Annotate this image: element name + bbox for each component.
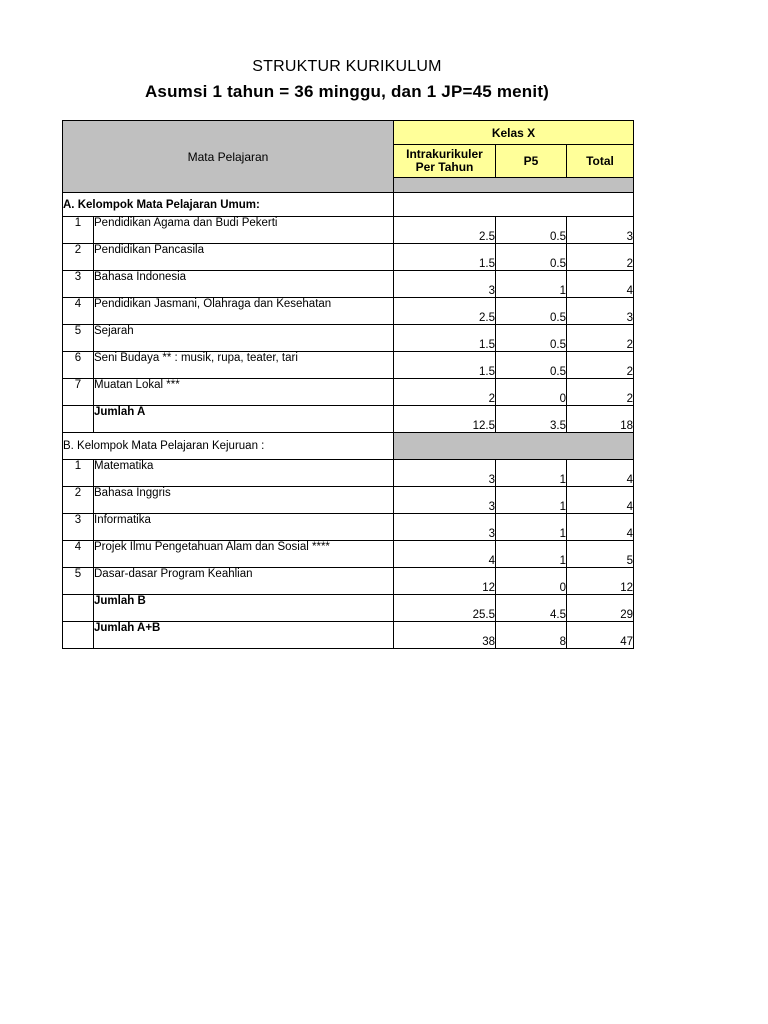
p5-value: 0.5 xyxy=(496,217,567,244)
row-number: 3 xyxy=(63,271,94,298)
table-row xyxy=(63,514,634,541)
table-row xyxy=(63,622,634,649)
row-number: 7 xyxy=(63,379,94,406)
subject-name: Muatan Lokal *** xyxy=(94,379,394,406)
total-value: 4 xyxy=(567,487,634,514)
p5-value: 1 xyxy=(496,460,567,487)
subject-name: Sejarah xyxy=(94,325,394,352)
grand-total: 47 xyxy=(567,622,634,649)
intrakurikuler-value: 12 xyxy=(394,568,496,595)
table-row xyxy=(63,406,634,433)
row-number: 5 xyxy=(63,325,94,352)
row-number: 2 xyxy=(63,244,94,271)
total-value: 2 xyxy=(567,325,634,352)
subject-name: Dasar-dasar Program Keahlian xyxy=(94,568,394,595)
total-value: 5 xyxy=(567,541,634,568)
subject-name: Seni Budaya ** : musik, rupa, teater, tari xyxy=(94,352,394,379)
subject-name: Pendidikan Jasmani, Olahraga dan Kesehatan xyxy=(94,298,394,325)
total-value: 4 xyxy=(567,514,634,541)
total-value: 4 xyxy=(567,460,634,487)
subject-name: Pendidikan Agama dan Budi Pekerti xyxy=(94,217,394,244)
group-b-label: B. Kelompok Mata Pelajaran Kejuruan : xyxy=(63,433,394,460)
curriculum-table xyxy=(62,120,634,649)
group-a-blank xyxy=(394,193,634,217)
sum-label: Jumlah B xyxy=(94,595,394,622)
document-subtitle: Asumsi 1 tahun = 36 minggu, dan 1 JP=45 menit) xyxy=(144,82,550,101)
header-p5: P5 xyxy=(496,145,567,178)
row-number: 4 xyxy=(63,298,94,325)
intrakurikuler-value: 3 xyxy=(394,487,496,514)
row-number: 4 xyxy=(63,541,94,568)
row-number: 3 xyxy=(63,514,94,541)
intrakurikuler-value: 1.5 xyxy=(394,244,496,271)
sum-p5: 4.5 xyxy=(496,595,567,622)
total-value: 3 xyxy=(567,298,634,325)
subject-name: Matematika xyxy=(94,460,394,487)
grand-p5: 8 xyxy=(496,622,567,649)
intrakurikuler-value: 3 xyxy=(394,271,496,298)
p5-value: 0 xyxy=(496,379,567,406)
p5-value: 0.5 xyxy=(496,244,567,271)
intrakurikuler-value: 1.5 xyxy=(394,352,496,379)
subject-name: Bahasa Indonesia xyxy=(94,271,394,298)
total-value: 3 xyxy=(567,217,634,244)
total-value: 12 xyxy=(567,568,634,595)
header-kelas: Kelas X xyxy=(394,121,634,145)
intrakurikuler-value: 1.5 xyxy=(394,325,496,352)
sum-total: 18 xyxy=(567,406,634,433)
table-row xyxy=(63,568,634,595)
p5-value: 0 xyxy=(496,568,567,595)
p5-value: 1 xyxy=(496,514,567,541)
sum-intrakurikuler: 12.5 xyxy=(394,406,496,433)
p5-value: 0.5 xyxy=(496,325,567,352)
table-row xyxy=(63,352,634,379)
total-value: 2 xyxy=(567,352,634,379)
table-row xyxy=(63,271,634,298)
row-number: 1 xyxy=(63,460,94,487)
total-value: 2 xyxy=(567,379,634,406)
header-subject: Mata Pelajaran xyxy=(63,121,394,193)
intrakurikuler-value: 3 xyxy=(394,460,496,487)
sum-spacer xyxy=(63,595,94,622)
table-row xyxy=(63,541,634,568)
subject-name: Pendidikan Pancasila xyxy=(94,244,394,271)
table-row xyxy=(63,379,634,406)
p5-value: 1 xyxy=(496,541,567,568)
intrakurikuler-value: 3 xyxy=(394,514,496,541)
intrakurikuler-value: 2.5 xyxy=(394,217,496,244)
grand-intrakurikuler: 38 xyxy=(394,622,496,649)
row-number: 2 xyxy=(63,487,94,514)
p5-value: 1 xyxy=(496,271,567,298)
group-b-gray-band xyxy=(394,433,634,460)
p5-value: 0.5 xyxy=(496,298,567,325)
row-number: 5 xyxy=(63,568,94,595)
header-total: Total xyxy=(567,145,634,178)
table-row xyxy=(63,595,634,622)
table-row xyxy=(63,460,634,487)
header-gray-band xyxy=(394,178,634,193)
p5-value: 0.5 xyxy=(496,352,567,379)
subject-name: Informatika xyxy=(94,514,394,541)
sum-spacer xyxy=(63,406,94,433)
sum-intrakurikuler: 25.5 xyxy=(394,595,496,622)
intrakurikuler-value: 4 xyxy=(394,541,496,568)
intrakurikuler-value: 2 xyxy=(394,379,496,406)
row-number: 1 xyxy=(63,217,94,244)
intrakurikuler-value: 2.5 xyxy=(394,298,496,325)
sum-label: Jumlah A xyxy=(94,406,394,433)
sum-total: 29 xyxy=(567,595,634,622)
table-row xyxy=(63,217,634,244)
p5-value: 1 xyxy=(496,487,567,514)
document-title: STRUKTUR KURIKULUM xyxy=(252,58,442,75)
total-value: 4 xyxy=(567,271,634,298)
row-number: 6 xyxy=(63,352,94,379)
group-a-label: A. Kelompok Mata Pelajaran Umum: xyxy=(63,193,394,217)
table-row xyxy=(63,325,634,352)
total-value: 2 xyxy=(567,244,634,271)
table-row xyxy=(63,487,634,514)
header-intrakurikuler: Intrakurikuler Per Tahun xyxy=(394,145,496,178)
sum-p5: 3.5 xyxy=(496,406,567,433)
grand-total-label: Jumlah A+B xyxy=(94,622,394,649)
subject-name: Bahasa Inggris xyxy=(94,487,394,514)
table-row xyxy=(63,433,634,460)
table-row xyxy=(63,244,634,271)
grand-spacer xyxy=(63,622,94,649)
table-row xyxy=(63,298,634,325)
subject-name: Projek Ilmu Pengetahuan Alam dan Sosial **** xyxy=(94,541,394,568)
